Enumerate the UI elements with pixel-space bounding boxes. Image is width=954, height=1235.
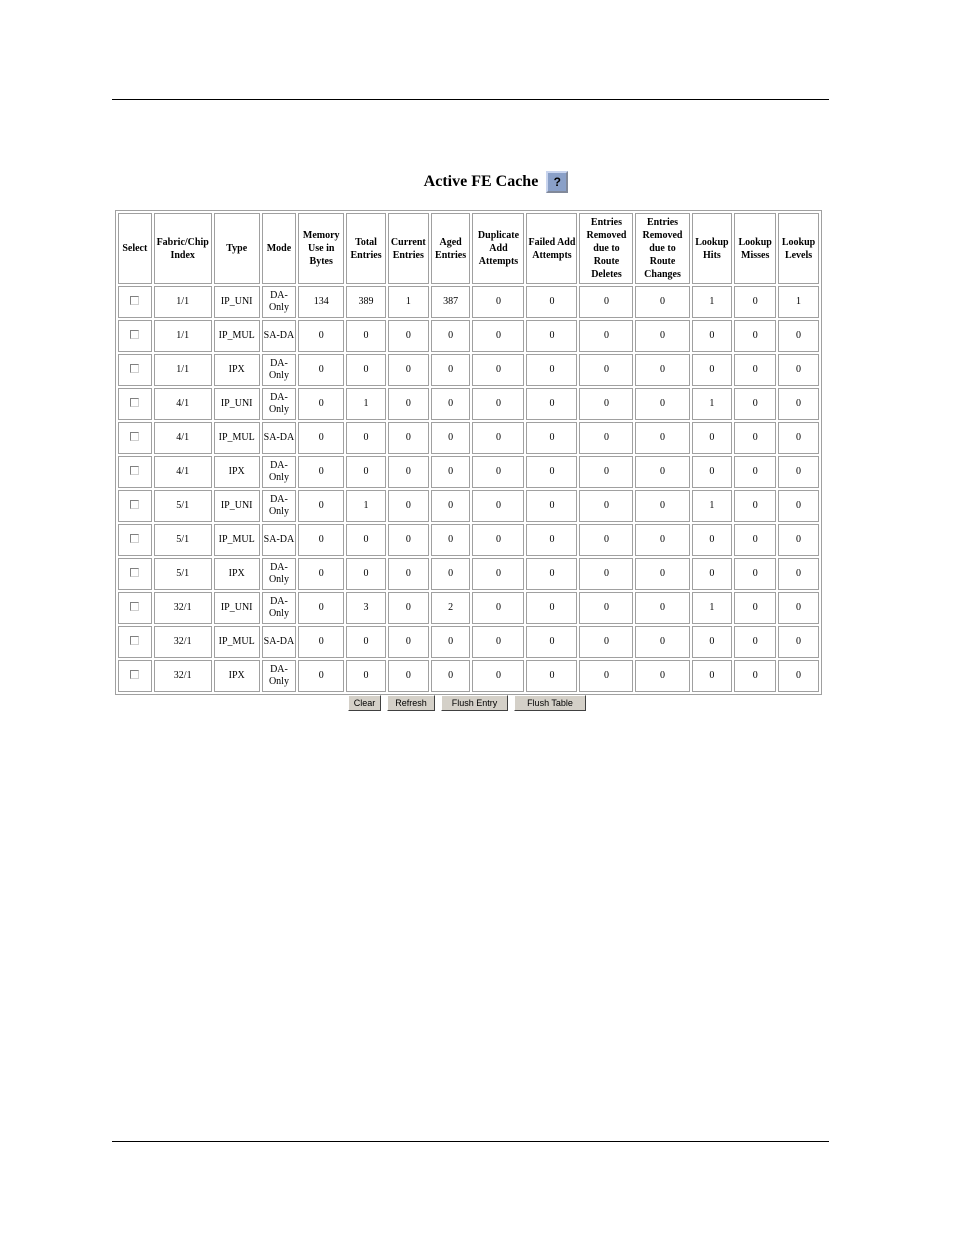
select-checkbox[interactable]: [130, 330, 139, 339]
table-cell: 0: [692, 320, 733, 352]
table-cell: 0: [635, 456, 689, 488]
table-cell: 0: [346, 456, 386, 488]
select-checkbox[interactable]: [130, 364, 139, 373]
table-cell: IP_MUL: [214, 422, 260, 454]
column-header: Lookup Levels: [778, 213, 819, 284]
table-cell: 0: [298, 456, 344, 488]
table-cell: 0: [692, 422, 733, 454]
table-cell: 0: [635, 524, 689, 556]
table-cell: 0: [298, 558, 344, 590]
table-row: [118, 320, 819, 352]
table-cell: 0: [472, 660, 524, 692]
table-cell: 0: [526, 626, 577, 658]
table-row: [118, 490, 819, 522]
table-cell: 32/1: [154, 592, 212, 624]
table-cell: 0: [431, 354, 471, 386]
select-checkbox[interactable]: [130, 500, 139, 509]
top-rule: [112, 99, 829, 100]
select-cell: [118, 456, 152, 488]
table-cell: 5/1: [154, 558, 212, 590]
select-cell: [118, 626, 152, 658]
table-cell: 0: [472, 286, 524, 318]
select-checkbox[interactable]: [130, 432, 139, 441]
table-cell: 0: [526, 354, 577, 386]
column-header: Fabric/Chip Index: [154, 213, 212, 284]
table-cell: 387: [431, 286, 471, 318]
table-cell: 0: [734, 354, 776, 386]
table-cell: 1/1: [154, 286, 212, 318]
table-row: [118, 388, 819, 420]
table-cell: 0: [298, 524, 344, 556]
table-cell: 0: [579, 558, 633, 590]
table-cell: 0: [579, 388, 633, 420]
table-cell: 0: [692, 354, 733, 386]
table-cell: 0: [526, 388, 577, 420]
table-cell: 0: [298, 592, 344, 624]
table-cell: DA-Only: [262, 286, 297, 318]
table-cell: SA-DA: [262, 626, 297, 658]
table-cell: DA-Only: [262, 660, 297, 692]
table-cell: 0: [526, 524, 577, 556]
table-cell: IP_MUL: [214, 626, 260, 658]
table-cell: 0: [734, 320, 776, 352]
table-cell: 0: [388, 388, 429, 420]
select-cell: [118, 354, 152, 386]
table-cell: 4/1: [154, 456, 212, 488]
table-cell: 0: [388, 422, 429, 454]
table-cell: 0: [635, 286, 689, 318]
table-cell: IPX: [214, 660, 260, 692]
table-cell: 4/1: [154, 422, 212, 454]
table-cell: 134: [298, 286, 344, 318]
table-cell: 0: [472, 592, 524, 624]
table-cell: 1: [778, 286, 819, 318]
table-body: [118, 286, 819, 692]
column-header: Select: [118, 213, 152, 284]
column-header: Failed Add Attempts: [526, 213, 577, 284]
table-cell: 0: [734, 660, 776, 692]
table-cell: 0: [635, 354, 689, 386]
table-cell: 4/1: [154, 388, 212, 420]
table-cell: 0: [388, 456, 429, 488]
column-header: Aged Entries: [431, 213, 471, 284]
table-cell: 0: [526, 320, 577, 352]
table-cell: 0: [472, 558, 524, 590]
table-cell: 0: [579, 286, 633, 318]
table-cell: 2: [431, 592, 471, 624]
table-cell: 0: [472, 388, 524, 420]
table-cell: 0: [778, 660, 819, 692]
table-cell: SA-DA: [262, 524, 297, 556]
table-cell: 0: [692, 626, 733, 658]
select-checkbox[interactable]: [130, 602, 139, 611]
table-cell: IP_MUL: [214, 524, 260, 556]
column-header: Entries Removed due to Route Deletes: [579, 213, 633, 284]
column-header: Entries Removed due to Route Changes: [635, 213, 689, 284]
select-cell: [118, 320, 152, 352]
table-cell: 0: [431, 388, 471, 420]
table-cell: 0: [579, 626, 633, 658]
table-cell: DA-Only: [262, 388, 297, 420]
table-cell: 0: [346, 320, 386, 352]
table-cell: 0: [472, 524, 524, 556]
table-cell: 0: [526, 286, 577, 318]
table-cell: 0: [778, 456, 819, 488]
table-cell: DA-Only: [262, 558, 297, 590]
table-cell: IPX: [214, 354, 260, 386]
table-cell: 389: [346, 286, 386, 318]
table-cell: 0: [431, 490, 471, 522]
fe-cache-table: [115, 210, 822, 695]
table-cell: 0: [692, 660, 733, 692]
table-cell: 0: [298, 490, 344, 522]
table-cell: 0: [431, 320, 471, 352]
table-cell: 0: [431, 660, 471, 692]
table-row: [118, 524, 819, 556]
table-row: [118, 558, 819, 590]
table-row: [118, 422, 819, 454]
table-cell: 0: [635, 388, 689, 420]
select-cell: [118, 388, 152, 420]
table-cell: IP_UNI: [214, 286, 260, 318]
select-cell: [118, 490, 152, 522]
table-cell: 0: [472, 626, 524, 658]
select-cell: [118, 592, 152, 624]
page-title: Active FE Cache: [423, 173, 539, 190]
column-header: Type: [214, 213, 260, 284]
table-cell: 0: [635, 490, 689, 522]
table-cell: 0: [778, 320, 819, 352]
table-cell: 0: [579, 456, 633, 488]
table-cell: 0: [526, 490, 577, 522]
table-cell: 0: [472, 354, 524, 386]
table-cell: 0: [472, 320, 524, 352]
column-header: Current Entries: [388, 213, 429, 284]
table-cell: 0: [778, 422, 819, 454]
table-cell: 0: [692, 558, 733, 590]
table-cell: 0: [778, 558, 819, 590]
table-cell: 0: [778, 524, 819, 556]
table-cell: 0: [635, 592, 689, 624]
refresh-button[interactable]: Refresh: [387, 695, 435, 711]
table-cell: 0: [388, 320, 429, 352]
table-cell: 0: [431, 456, 471, 488]
table-cell: 1/1: [154, 354, 212, 386]
bottom-rule: [112, 1141, 829, 1142]
table-cell: 0: [346, 558, 386, 590]
action-buttons: [348, 695, 586, 711]
select-checkbox[interactable]: [130, 670, 139, 679]
table-cell: 0: [388, 354, 429, 386]
table-cell: 0: [778, 626, 819, 658]
help-icon[interactable]: [546, 171, 568, 193]
table-cell: 0: [778, 592, 819, 624]
table-cell: 0: [388, 626, 429, 658]
select-cell: [118, 524, 152, 556]
select-checkbox[interactable]: [130, 534, 139, 543]
column-header: Mode: [262, 213, 297, 284]
table-cell: 0: [431, 626, 471, 658]
table-cell: 0: [388, 592, 429, 624]
table-cell: 0: [388, 558, 429, 590]
flush-entry-button[interactable]: Flush Entry: [441, 695, 508, 711]
table-cell: 0: [692, 524, 733, 556]
table-cell: 1: [692, 388, 733, 420]
table-cell: 0: [472, 490, 524, 522]
table-cell: 0: [298, 320, 344, 352]
table-cell: 1/1: [154, 320, 212, 352]
table-cell: 0: [635, 626, 689, 658]
select-checkbox[interactable]: [130, 296, 139, 305]
table-cell: 0: [579, 354, 633, 386]
table-cell: 0: [526, 592, 577, 624]
table-cell: 0: [734, 626, 776, 658]
table-cell: 0: [734, 558, 776, 590]
table-cell: 0: [526, 422, 577, 454]
flush-table-button[interactable]: Flush Table: [514, 695, 586, 711]
table-cell: IPX: [214, 456, 260, 488]
table-cell: 0: [346, 422, 386, 454]
table-cell: 5/1: [154, 524, 212, 556]
select-checkbox[interactable]: [130, 636, 139, 645]
table-cell: 1: [388, 286, 429, 318]
table-cell: DA-Only: [262, 456, 297, 488]
title-bar: [0, 171, 954, 193]
select-cell: [118, 660, 152, 692]
help-icon-glyph: ?: [553, 175, 561, 189]
select-checkbox[interactable]: [130, 398, 139, 407]
select-cell: [118, 286, 152, 318]
table-row: [118, 626, 819, 658]
table-cell: 0: [635, 558, 689, 590]
table-cell: 0: [579, 660, 633, 692]
table-row: [118, 286, 819, 318]
table-cell: 0: [579, 320, 633, 352]
column-header: Lookup Hits: [692, 213, 733, 284]
table-header-row: [118, 213, 819, 284]
table-cell: 0: [635, 660, 689, 692]
table-cell: 0: [298, 354, 344, 386]
table-cell: DA-Only: [262, 592, 297, 624]
table-cell: IP_UNI: [214, 490, 260, 522]
table-cell: 1: [692, 592, 733, 624]
table-cell: 0: [346, 660, 386, 692]
table-cell: 32/1: [154, 660, 212, 692]
table-cell: 0: [388, 490, 429, 522]
table-row: [118, 592, 819, 624]
table-cell: 0: [778, 490, 819, 522]
table-cell: 0: [635, 422, 689, 454]
table-cell: 1: [692, 490, 733, 522]
table-cell: 0: [431, 524, 471, 556]
table-cell: 0: [635, 320, 689, 352]
table-cell: IP_UNI: [214, 388, 260, 420]
table-cell: 0: [778, 388, 819, 420]
table-cell: 0: [431, 422, 471, 454]
table-row: [118, 456, 819, 488]
column-header: Lookup Misses: [734, 213, 776, 284]
table-cell: SA-DA: [262, 422, 297, 454]
table-cell: 0: [298, 626, 344, 658]
select-cell: [118, 422, 152, 454]
table-cell: DA-Only: [262, 354, 297, 386]
table-cell: 1: [346, 388, 386, 420]
table-cell: 0: [734, 422, 776, 454]
table-cell: 0: [692, 456, 733, 488]
select-cell: [118, 558, 152, 590]
select-checkbox[interactable]: [130, 568, 139, 577]
table-cell: 0: [526, 558, 577, 590]
table-cell: IP_MUL: [214, 320, 260, 352]
table-cell: 0: [388, 660, 429, 692]
table-cell: 0: [526, 660, 577, 692]
table-cell: 0: [298, 388, 344, 420]
table-cell: 0: [579, 490, 633, 522]
column-header: Memory Use in Bytes: [298, 213, 344, 284]
table-cell: 0: [346, 524, 386, 556]
table-cell: 0: [734, 456, 776, 488]
table-cell: IPX: [214, 558, 260, 590]
table-cell: 1: [692, 286, 733, 318]
table-cell: DA-Only: [262, 490, 297, 522]
table-cell: 0: [388, 524, 429, 556]
table-cell: IP_UNI: [214, 592, 260, 624]
table-cell: 3: [346, 592, 386, 624]
table-cell: 0: [579, 592, 633, 624]
table-cell: 0: [346, 626, 386, 658]
table-cell: 0: [579, 422, 633, 454]
table-cell: 0: [778, 354, 819, 386]
table-cell: 0: [734, 286, 776, 318]
table-cell: 0: [431, 558, 471, 590]
table-cell: 0: [472, 422, 524, 454]
column-header: Duplicate Add Attempts: [472, 213, 524, 284]
table-cell: SA-DA: [262, 320, 297, 352]
table-cell: 0: [526, 456, 577, 488]
table-cell: 0: [734, 388, 776, 420]
table-cell: 1: [346, 490, 386, 522]
table-cell: 0: [472, 456, 524, 488]
column-header: Total Entries: [346, 213, 386, 284]
table-cell: 0: [298, 422, 344, 454]
table-row: [118, 660, 819, 692]
table-cell: 0: [734, 490, 776, 522]
clear-button[interactable]: Clear: [348, 695, 381, 711]
table-cell: 0: [734, 524, 776, 556]
table-cell: 5/1: [154, 490, 212, 522]
select-checkbox[interactable]: [130, 466, 139, 475]
table-cell: 0: [298, 660, 344, 692]
table-cell: 0: [346, 354, 386, 386]
table-cell: 0: [579, 524, 633, 556]
table-row: [118, 354, 819, 386]
table-cell: 32/1: [154, 626, 212, 658]
table-cell: 0: [734, 592, 776, 624]
